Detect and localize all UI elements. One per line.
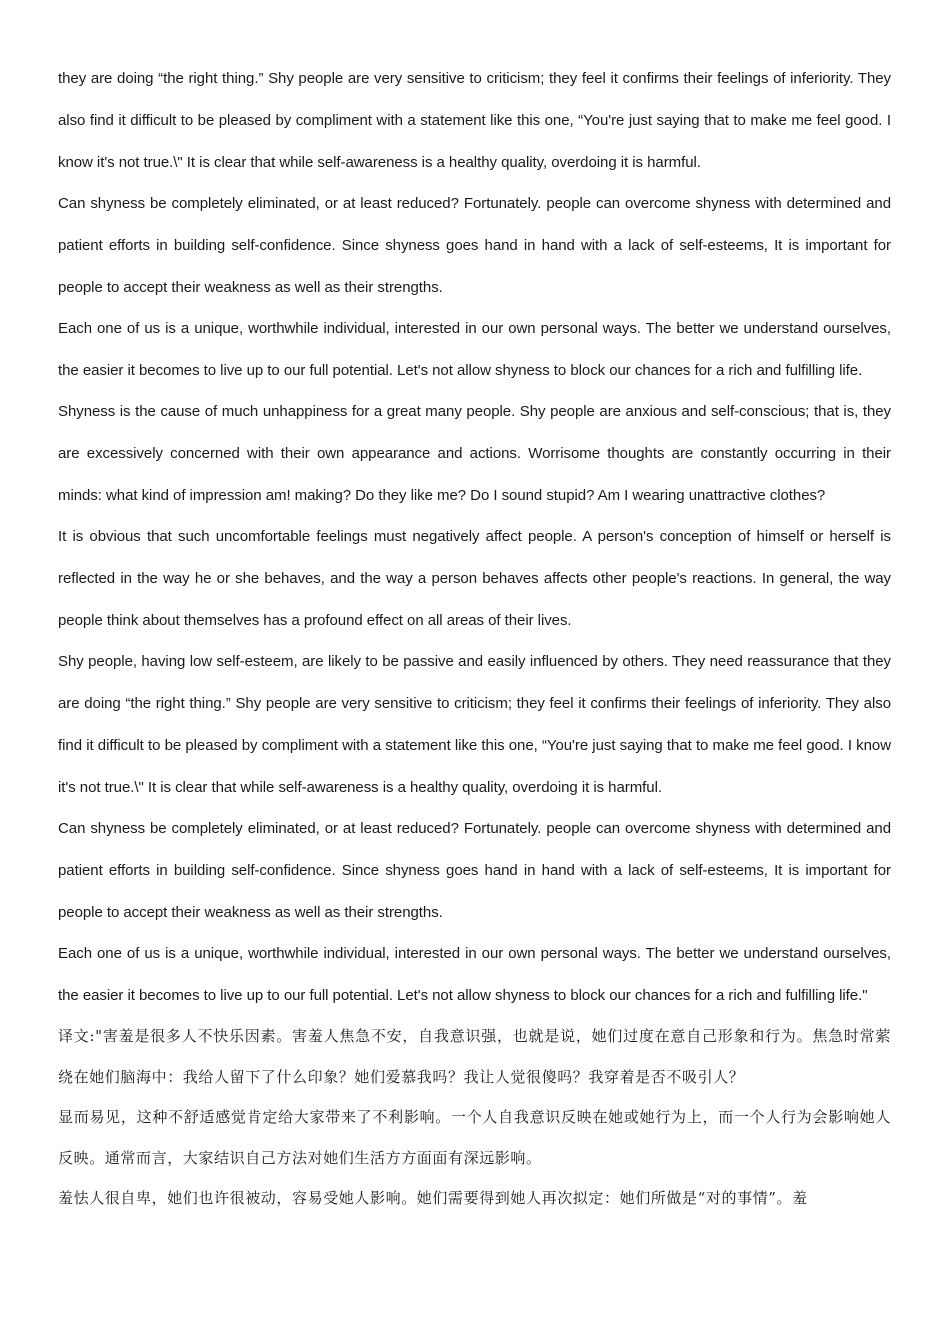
paragraph-2: Can shyness be completely eliminated, or at least reduced? Fortunately. people can overcome shyness with determined and patient efforts in building self-confidence. Since shyness goes hand in hand with a lack of self-esteems, It is important for people to accept their weakness as well as their strengths.	[58, 195, 891, 296]
translation-paragraph-3: 羞怯人很自卑，她们也许很被动，容易受她人影响。她们需要得到她人再次拟定：她们所做是“对的事情”。羞	[58, 1189, 808, 1207]
translation-paragraph-2: 显而易见，这种不舒适感觉肯定给大家带来了不利影响。一个人自我意识反映在她或她行为上，而一个人行为会影响她人反映。通常而言，大家结识自己方法对她们生活方方面面有深远影响。	[58, 1108, 891, 1167]
paragraph-6: Shy people, having low self-esteem, are likely to be passive and easily influenced by others. They need reassurance that they are doing “the right thing.” Shy people are very sensitive to criticism; they feel it confirms their feelings of inferiority. They also find it difficult to be pleased by compliment with a statement like this one, “You're just saying that to make me feel good. I know it's not true.\" It is clear that while self-awareness is a healthy quality, overdoing it is harmful.	[58, 653, 891, 796]
paragraph-1: they are doing “the right thing.” Shy people are very sensitive to criticism; they feel it confirms their feelings of inferiority. They also find it difficult to be pleased by compliment with a statement like this one, “You're just saying that to make me feel good. I know it's not true.\" It is clear that while self-awareness is a healthy quality, overdoing it is harmful.	[58, 70, 891, 171]
paragraph-3: Each one of us is a unique, worthwhile individual, interested in our own personal ways. The better we understand ourselves, the easier it becomes to live up to our full potential. Let's not allow shyness to block our chances for a rich and fulfilling life.	[58, 320, 891, 379]
paragraph-7: Can shyness be completely eliminated, or at least reduced? Fortunately. people can overcome shyness with determined and patient efforts in building self-confidence. Since shyness goes hand in hand with a lack of self-esteems, It is important for people to accept their weakness as well as their strengths.	[58, 820, 891, 921]
paragraph-5: It is obvious that such uncomfortable feelings must negatively affect people. A person's conception of himself or herself is reflected in the way he or she behaves, and the way a person behaves affects other people's reactions. In general, the way people think about themselves has a profound effect on all areas of their lives.	[58, 528, 891, 629]
paragraph-4: Shyness is the cause of much unhappiness for a great many people. Shy people are anxious and self-conscious; that is, they are excessively concerned with their own appearance and actions. Worrisome thoughts are constantly occurring in their minds: what kind of impression am! making? Do they like me? Do I sound stupid? Am I wearing unattractive clothes?	[58, 403, 891, 504]
translation-paragraph-1: 译文:"害羞是很多人不快乐因素。害羞人焦急不安，自我意识强，也就是说，她们过度在意自己形象和行为。焦急时常萦绕在她们脑海中：我给人留下了什么印象？她们爱慕我吗？我让人觉很傻吗？我穿着是否不吸引人？	[58, 1027, 891, 1086]
paragraph-8: Each one of us is a unique, worthwhile individual, interested in our own personal ways. The better we understand ourselves, the easier it becomes to live up to our full potential. Let's not allow shyness to block our chances for a rich and fulfilling life."	[58, 945, 891, 1004]
document-page	[58, 58, 891, 1218]
